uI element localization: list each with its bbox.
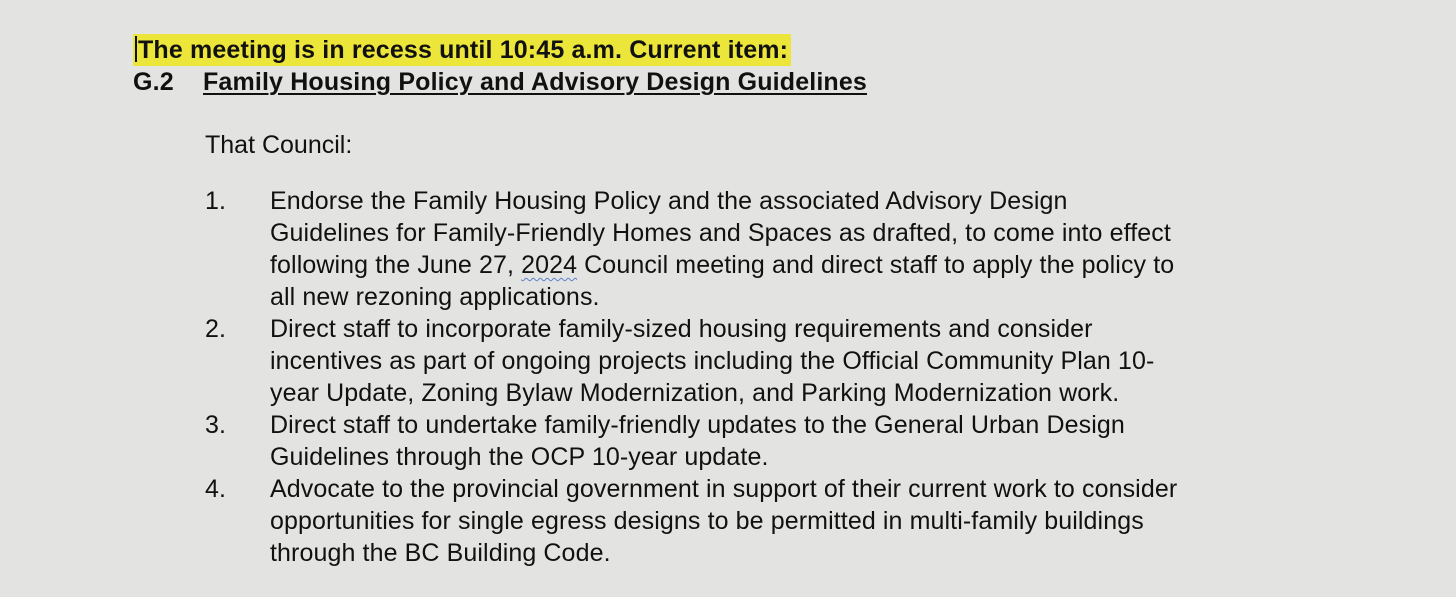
list-item-text <box>270 473 1445 569</box>
text-segment: Council meeting and direct staff to apply the policy to <box>577 251 1175 279</box>
recess-banner-text: The meeting is in recess until 10:45 a.m. Current item: <box>138 36 789 64</box>
text-line: Endorse the Family Housing Policy and the associated Advisory Design <box>270 187 1068 215</box>
text-line: incentives as part of ongoing projects including the Official Community Plan 10- <box>270 347 1155 375</box>
list-item-number: 4. <box>205 475 227 503</box>
text-line: Advocate to the provincial government in support of their current work to consider <box>270 475 1178 503</box>
list-item-text <box>270 313 1445 409</box>
list-item <box>205 313 1445 409</box>
spellcheck-underline: 2024 <box>521 251 578 279</box>
list-item-text <box>270 185 1445 313</box>
resolution-intro: That Council: <box>205 131 353 159</box>
text-line: Direct staff to undertake family-friendly updates to the General Urban Design <box>270 411 1125 439</box>
recess-banner <box>133 34 791 66</box>
text-segment: following the June 27, <box>270 251 522 279</box>
list-item-text <box>270 409 1445 473</box>
list-item <box>205 409 1445 473</box>
list-item <box>205 185 1445 313</box>
agenda-item-title: Family Housing Policy and Advisory Design Guidelines <box>203 68 867 96</box>
text-line: opportunities for single egress designs to be permitted in multi-family buildings <box>270 507 1144 535</box>
text-cursor <box>135 36 137 62</box>
list-item-number: 3. <box>205 411 227 439</box>
resolution-list <box>205 185 1445 569</box>
agenda-item-number: G.2 <box>133 68 174 96</box>
agenda-item-heading <box>133 66 867 98</box>
text-line: year Update, Zoning Bylaw Modernization, and Parking Modernization work. <box>270 379 1120 407</box>
text-line: Guidelines for Family-Friendly Homes and Spaces as drafted, to come into effect <box>270 219 1171 247</box>
list-item <box>205 473 1445 569</box>
text-line: Direct staff to incorporate family-sized housing requirements and consider <box>270 315 1093 343</box>
text-line: Guidelines through the OCP 10-year update. <box>270 443 769 471</box>
list-item-number: 1. <box>205 187 227 215</box>
text-line <box>270 249 1445 281</box>
text-line: all new rezoning applications. <box>270 283 600 311</box>
text-line: through the BC Building Code. <box>270 539 611 567</box>
list-item-number: 2. <box>205 315 227 343</box>
